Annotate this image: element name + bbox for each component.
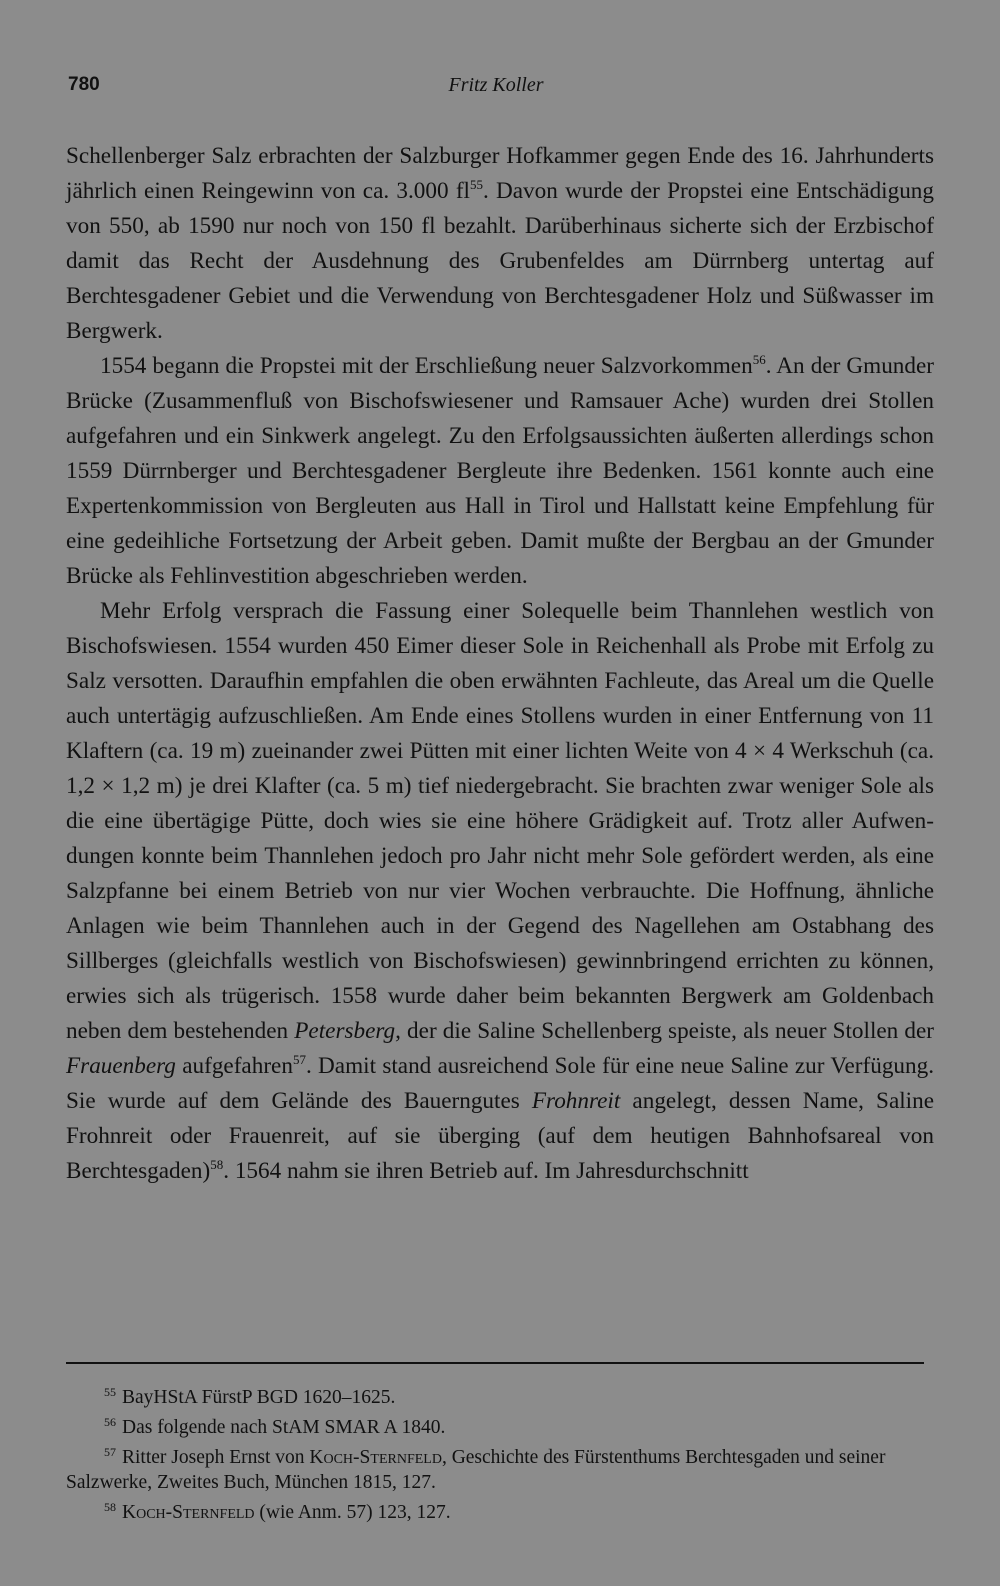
text-run: der die Saline Schellenberg speiste, als neuer Stollen der xyxy=(400,1018,934,1044)
text-run: Schellenberger Salz erbrachten der Salzburger Hofkammer gegen Ende des 16. Jahrhunderts jährlich einen Reingewinn von ca. 3.000 fl xyxy=(66,143,934,204)
footnote xyxy=(66,1380,934,1410)
footnote-reference: 55 xyxy=(469,177,483,192)
footnote-reference: 57 xyxy=(292,1052,306,1067)
footnote-number: 55 xyxy=(104,1385,116,1399)
paragraph xyxy=(66,594,934,1189)
page-header xyxy=(68,74,924,104)
text-run: BayHStA FürstP BGD 1620–1625. xyxy=(122,1387,396,1408)
text-run: (wie Anm. 57) 123, 127. xyxy=(254,1502,451,1523)
text-run: Mehr Erfolg versprach die Fassung einer Solequelle beim Thannlehen westlich von Bischofswiesen. 1554 wurden 450 Eimer dieser Sole in Reichenhall als Probe mit Erfolg zu Salz versotten. Daraufhin empfahlen die oben erwähnten Fachleute, das Areal um die Quelle auch untertägig aufzuschließen. Am Ende eines Stollens wurden in einer Entfernung von 11 Klaftern (ca. 19 m) zueinander zwei Pütten mit einer lichten Weite von 4 × 4 Werkschuh (ca. 1,2 × 1,2 m) je drei Klafter (ca. 5 m) tief niedergebracht. Sie brachten zwar weniger Sole als die eine übertägige Pütte, doch wies sie eine höhere Grädigkeit auf. Trotz aller Aufwendungen konnte beim Thannlehen jedoch pro Jahr nicht mehr Sole gefördert werden, als eine Salzpfanne bei einem Betrieb von nur vier Wochen verbrauchte. Die Hoffnung, ähnliche Anlagen wie beim Thannlehen auch in der Gegend des Nagellehen am Ostabhang des Sillberges (gleichfalls westlich von Bischofswiesen) gewinnbringend errichten zu können, erwies sich als trügerisch. 1558 wurde daher beim bekannten Bergwerk am Goldenbach neben dem bestehenden xyxy=(66,598,934,1044)
footnote-number: 57 xyxy=(104,1445,116,1459)
footnote xyxy=(66,1440,934,1495)
text-run: angelegt, dessen Name, Saline Frohnreit oder Frauenreit, auf sie überging (auf dem heutigen Bahnhofsareal von Berchtesgaden) xyxy=(66,1088,935,1184)
italic-text: Frohnreit xyxy=(531,1088,621,1114)
text-run: , Geschichte des Fürstenthums Berchtesgaden und seiner Salzwerke, Zweites Buch, München 1815, 127. xyxy=(66,1447,886,1493)
page-number: 780 xyxy=(68,74,100,95)
text-run: . 1564 nahm sie ihren Betrieb auf. Im Jahresdurchschnitt xyxy=(223,1158,749,1184)
footnote-number: 56 xyxy=(104,1415,116,1429)
paragraph xyxy=(66,139,934,349)
italic-text: Petersberg, xyxy=(294,1018,401,1044)
footnote xyxy=(66,1410,934,1440)
running-head: Fritz Koller xyxy=(448,74,544,96)
italic-text: Frauenberg xyxy=(66,1053,176,1079)
footnote xyxy=(66,1495,934,1525)
author-name: Koch-Sternfeld xyxy=(122,1502,255,1523)
text-run: Ritter Joseph Ernst von xyxy=(122,1447,310,1468)
text-run: . Damit stand ausreichend Sole für eine neue Saline zur Verfügung. Sie wurde auf dem Gelände des Bauerngutes xyxy=(66,1053,934,1114)
footnotes xyxy=(66,1380,934,1525)
footnote-reference: 58 xyxy=(210,1157,224,1172)
body-text xyxy=(66,139,934,1189)
text-run: Das folgende nach StAM SMAR A 1840. xyxy=(122,1417,446,1438)
text-run: aufgefahren xyxy=(175,1053,293,1079)
text-run: . Davon wurde der Propstei eine Entschädigung von 550, ab 1590 nur noch von 150 fl bezahlt. Darüberhinaus sicherte sich der Erzbischof damit das Recht der Ausdehnung des Grubenfeldes am Dürrnberg untertag auf Berchtesgadener Gebiet und die Verwendung von Berchtesgadener Holz und Süßwasser im Bergwerk. xyxy=(66,178,934,344)
footnote-number: 58 xyxy=(104,1500,116,1514)
text-run: 1554 begann die Propstei mit der Erschließung neuer Salzvorkommen xyxy=(100,353,753,379)
footnote-reference: 56 xyxy=(752,352,766,367)
footnote-rule xyxy=(66,1362,924,1364)
text-run: . An der Gmunder Brücke (Zusammenfluß von Bischofswiesener und Ramsauer Ache) wurden drei Stollen aufgefahren und ein Sinkwerk angelegt. Zu den Erfolgsaussichten äußerten allerdings schon 1559 Dürrnberger und Berchtesgadener Bergleute ihre Bedenken. 1561 konnte auch eine Expertenkommission von Bergleuten aus Hall in Tirol und Hallstatt keine Empfehlung für eine gedeihliche Fortsetzung der Arbeit geben. Damit mußte der Bergbau an der Gmunder Brücke als Fehlinvestition abgeschrieben werden. xyxy=(66,353,934,589)
author-name: Koch-Sternfeld xyxy=(309,1447,442,1468)
paragraph xyxy=(66,349,934,594)
